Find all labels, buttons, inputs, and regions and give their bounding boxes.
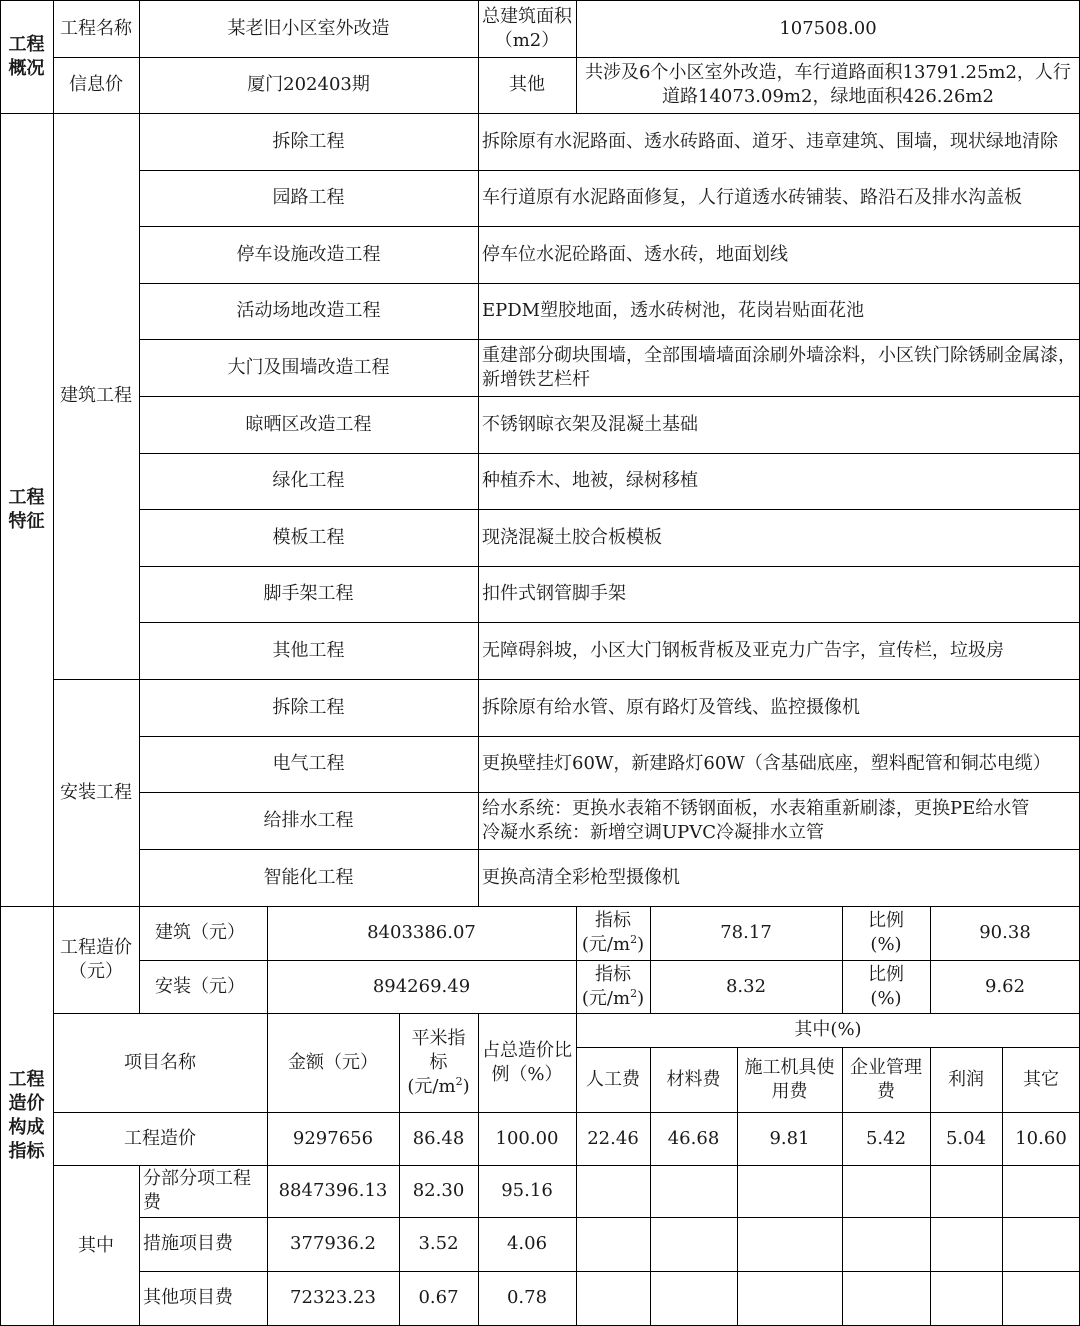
building-item-name: 晾晒区改造工程	[245, 413, 372, 435]
building-item-name: 大门及围墙改造工程	[227, 356, 390, 378]
building-item-name: 绿化工程	[272, 470, 345, 491]
building-item-desc: 种植乔木、地被，绿树移植	[482, 470, 698, 491]
building-index-value: 78.17	[720, 922, 772, 943]
building-cost-amount: 8403386.07	[367, 922, 476, 943]
total-row-amount: 9297656	[292, 1127, 374, 1149]
building-item-desc: 扣件式钢管脚手架	[482, 583, 626, 604]
sub-row-amount: 72323.23	[290, 1287, 376, 1308]
install-item-desc-line: 给水系统：更换水表箱不锈钢面板，水表箱重新刷漆，更换PE给水管	[482, 797, 1030, 819]
install-item-name: 拆除工程	[272, 696, 345, 718]
install-item-name: 给排水工程	[263, 809, 354, 831]
sub-row-share: 4.06	[506, 1233, 548, 1254]
header-labor: 人工费	[586, 1068, 640, 1090]
total-row-labor: 22.46	[587, 1127, 639, 1149]
install-works-label: 安装工程	[60, 781, 132, 803]
project-name-value: 某老旧小区室外改造	[227, 17, 390, 39]
sub-row-per-m2: 3.52	[418, 1233, 459, 1254]
header-profit: 利润	[948, 1068, 984, 1090]
header-mgmt: 企业管理费	[850, 1056, 922, 1102]
building-works-label: 建筑工程	[60, 385, 132, 406]
info-price-label: 信息价	[69, 74, 123, 95]
total-row-share: 100.00	[495, 1127, 559, 1149]
building-item-desc: 拆除原有水泥路面、透水砖路面、道牙、违章建筑、围墙，现状绿地清除	[482, 130, 1058, 152]
install-index-label: 指标 (元$/m^2$)	[581, 963, 645, 1009]
total-row-other: 10.60	[1015, 1127, 1067, 1149]
sub-row-name: 分部分项工程费	[143, 1168, 251, 1213]
install-cost-label: 安装（元）	[155, 975, 245, 997]
header-item-name: 项目名称	[124, 1051, 196, 1073]
install-item-desc: 更换壁挂灯60W，新建路灯60W（含基础底座，塑料配管和铜芯电缆）	[482, 753, 1051, 774]
sub-row-name: 其他项目费	[143, 1287, 233, 1308]
sub-row-name: 措施项目费	[143, 1233, 233, 1254]
building-index-label: 指标 (元$/m^2$)	[581, 910, 645, 955]
sub-row-per-m2: 82.30	[412, 1180, 465, 1201]
features-section-label: 工程特征	[8, 486, 45, 532]
total-row-material: 46.68	[667, 1127, 720, 1149]
building-item-desc: EPDM塑胶地面，透水砖树池，花岗岩贴面花池	[482, 300, 865, 321]
header-other: 其它	[1023, 1068, 1059, 1090]
install-item-desc: 拆除原有给水管、原有路灯及管线、监控摄像机	[482, 696, 860, 718]
header-share: 占总造价比例（%）	[482, 1039, 572, 1085]
building-ratio-label: 比例 (%)	[868, 910, 904, 955]
building-item-name: 其他工程	[272, 639, 345, 661]
other-label: 其他	[509, 74, 545, 95]
sub-row-share: 95.16	[501, 1180, 553, 1201]
building-item-desc: 无障碍斜坡，小区大门钢板背板及亚克力广告字，宣传栏，垃圾房	[482, 639, 1004, 661]
info-price-value: 厦门202403期	[247, 74, 370, 95]
total-cost-label: 工程造价（元）	[60, 936, 132, 982]
install-index-value: 8.32	[725, 975, 767, 997]
overview-section-label: 工程概况	[8, 33, 45, 79]
header-machine: 施工机具使用费	[744, 1056, 835, 1102]
building-item-desc: 重建部分砌块围墙，全部围墙墙面涂刷外墙涂料，小区铁门除锈刷金属漆，新增铁艺栏杆	[482, 344, 1076, 390]
install-ratio-label: 比例 (%)	[868, 963, 904, 1009]
building-item-name: 脚手架工程	[263, 583, 354, 604]
install-item-name: 电气工程	[272, 753, 345, 774]
install-item-desc-line: 冷凝水系统：新增空调UPVC冷凝排水立管	[482, 821, 825, 843]
total-row-machine: 9.81	[769, 1127, 810, 1149]
building-cost-label: 建筑（元）	[155, 922, 245, 943]
install-cost-amount: 894269.49	[372, 975, 471, 997]
install-item-name: 智能化工程	[263, 866, 354, 888]
total-row-mgmt: 5.42	[865, 1127, 907, 1149]
header-per-m2: 平米指 标 (元$/m^2$)	[407, 1027, 470, 1097]
sub-row-per-m2: 0.67	[418, 1287, 459, 1308]
sub-items-label: 其中	[78, 1234, 114, 1256]
header-material: 材料费	[666, 1068, 721, 1090]
install-item-desc	[478, 792, 1080, 849]
sub-row-amount: 377936.2	[290, 1233, 376, 1254]
project-name-label: 工程名称	[60, 17, 132, 39]
building-item-desc: 不锈钢晾衣架及混凝土基础	[482, 413, 698, 435]
header-amount: 金额（元）	[288, 1051, 378, 1073]
building-item-name: 停车设施改造工程	[236, 243, 381, 265]
building-item-desc: 停车位水泥砼路面、透水砖，地面划线	[482, 243, 788, 265]
other-value: 共涉及6个小区室外改造，车行道路面积13791.25m2，人行道路14073.09m2，绿地面积426.26m2	[585, 62, 1071, 107]
total-row-profit: 5.04	[945, 1127, 987, 1149]
cost-section-label: 工程造价构成指标	[8, 1069, 45, 1162]
install-ratio-value: 9.62	[984, 975, 1026, 997]
building-ratio-value: 90.38	[979, 922, 1031, 943]
building-area-label: 总建筑面积（m2）	[482, 5, 572, 51]
building-area-value: 107508.00	[779, 17, 877, 39]
total-row-per-m2: 86.48	[412, 1127, 465, 1149]
building-item-name: 拆除工程	[272, 130, 345, 152]
install-item-desc: 更换高清全彩枪型摄像机	[482, 866, 680, 888]
header-of-which: 其中(%)	[794, 1019, 862, 1040]
sub-row-amount: 8847396.13	[278, 1180, 388, 1201]
building-item-desc: 车行道原有水泥路面修复，人行道透水砖铺装、路沿石及排水沟盖板	[482, 187, 1022, 208]
total-row-name: 工程造价	[124, 1127, 196, 1149]
building-item-name: 活动场地改造工程	[236, 300, 381, 321]
building-item-desc: 现浇混凝土胶合板模板	[482, 526, 662, 548]
sub-row-share: 0.78	[506, 1287, 548, 1308]
building-item-name: 园路工程	[272, 187, 345, 208]
building-item-name: 模板工程	[272, 526, 345, 548]
